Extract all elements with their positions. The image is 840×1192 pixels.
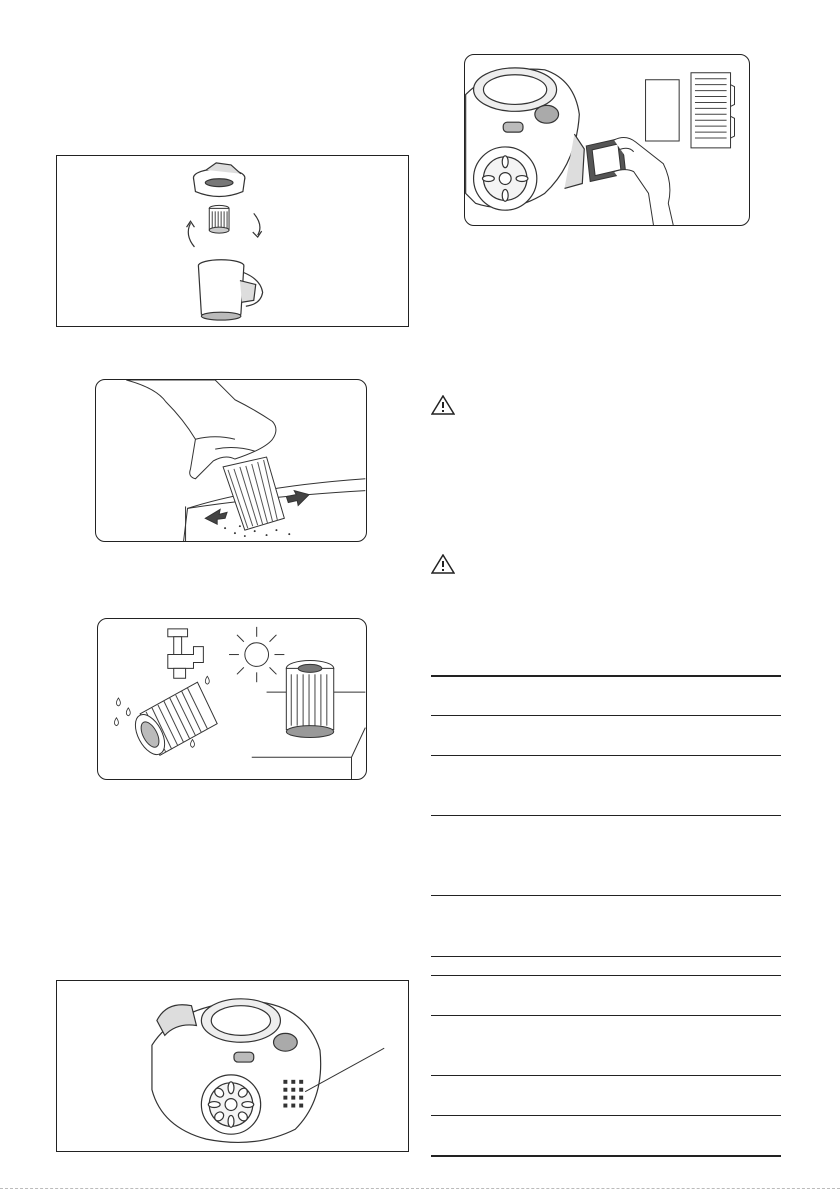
table-rule [431, 895, 781, 896]
table-rule [431, 975, 781, 976]
dust-particles [224, 525, 290, 537]
cylinder-filter-icon [286, 660, 333, 737]
water-tap-icon [168, 629, 204, 678]
vacuum-cleaner-icon [152, 999, 321, 1143]
warning-triangle-icon [431, 554, 455, 574]
exhaust-filter-drawing [465, 55, 749, 225]
filter-disassembly-drawing [57, 156, 408, 326]
tap-filter-drawing [96, 380, 366, 541]
table-rule [431, 1075, 781, 1076]
wet-filter-icon [129, 682, 217, 759]
cyclone-filter-icon [209, 205, 229, 233]
hand-icon [586, 137, 673, 225]
container-lid-icon [193, 163, 244, 197]
wash-dry-figure [97, 618, 367, 780]
vacuum-outlet-drawing [57, 981, 408, 1151]
cylinder-filter-icon [223, 457, 284, 530]
warning-triangle-icon [431, 395, 455, 415]
table-rule [431, 1015, 781, 1016]
vacuum-cleaner-icon [466, 68, 585, 210]
table-rule [431, 715, 781, 716]
table-rule [431, 755, 781, 756]
dust-container-icon [198, 260, 262, 320]
vacuum-outlet-figure [56, 980, 409, 1152]
filter-disassembly-figure [56, 155, 409, 327]
table-rule [431, 956, 781, 957]
table-rule [431, 1115, 781, 1116]
sun-icon [229, 627, 284, 682]
tap-filter-figure [95, 379, 367, 542]
exhaust-filter-figure [464, 54, 750, 226]
table-rule [431, 815, 781, 816]
wash-dry-drawing [98, 619, 366, 779]
table-rule [431, 1155, 781, 1157]
page-edge [0, 1188, 840, 1189]
table-rule [431, 675, 781, 677]
exhaust-filter-icon [646, 73, 735, 148]
